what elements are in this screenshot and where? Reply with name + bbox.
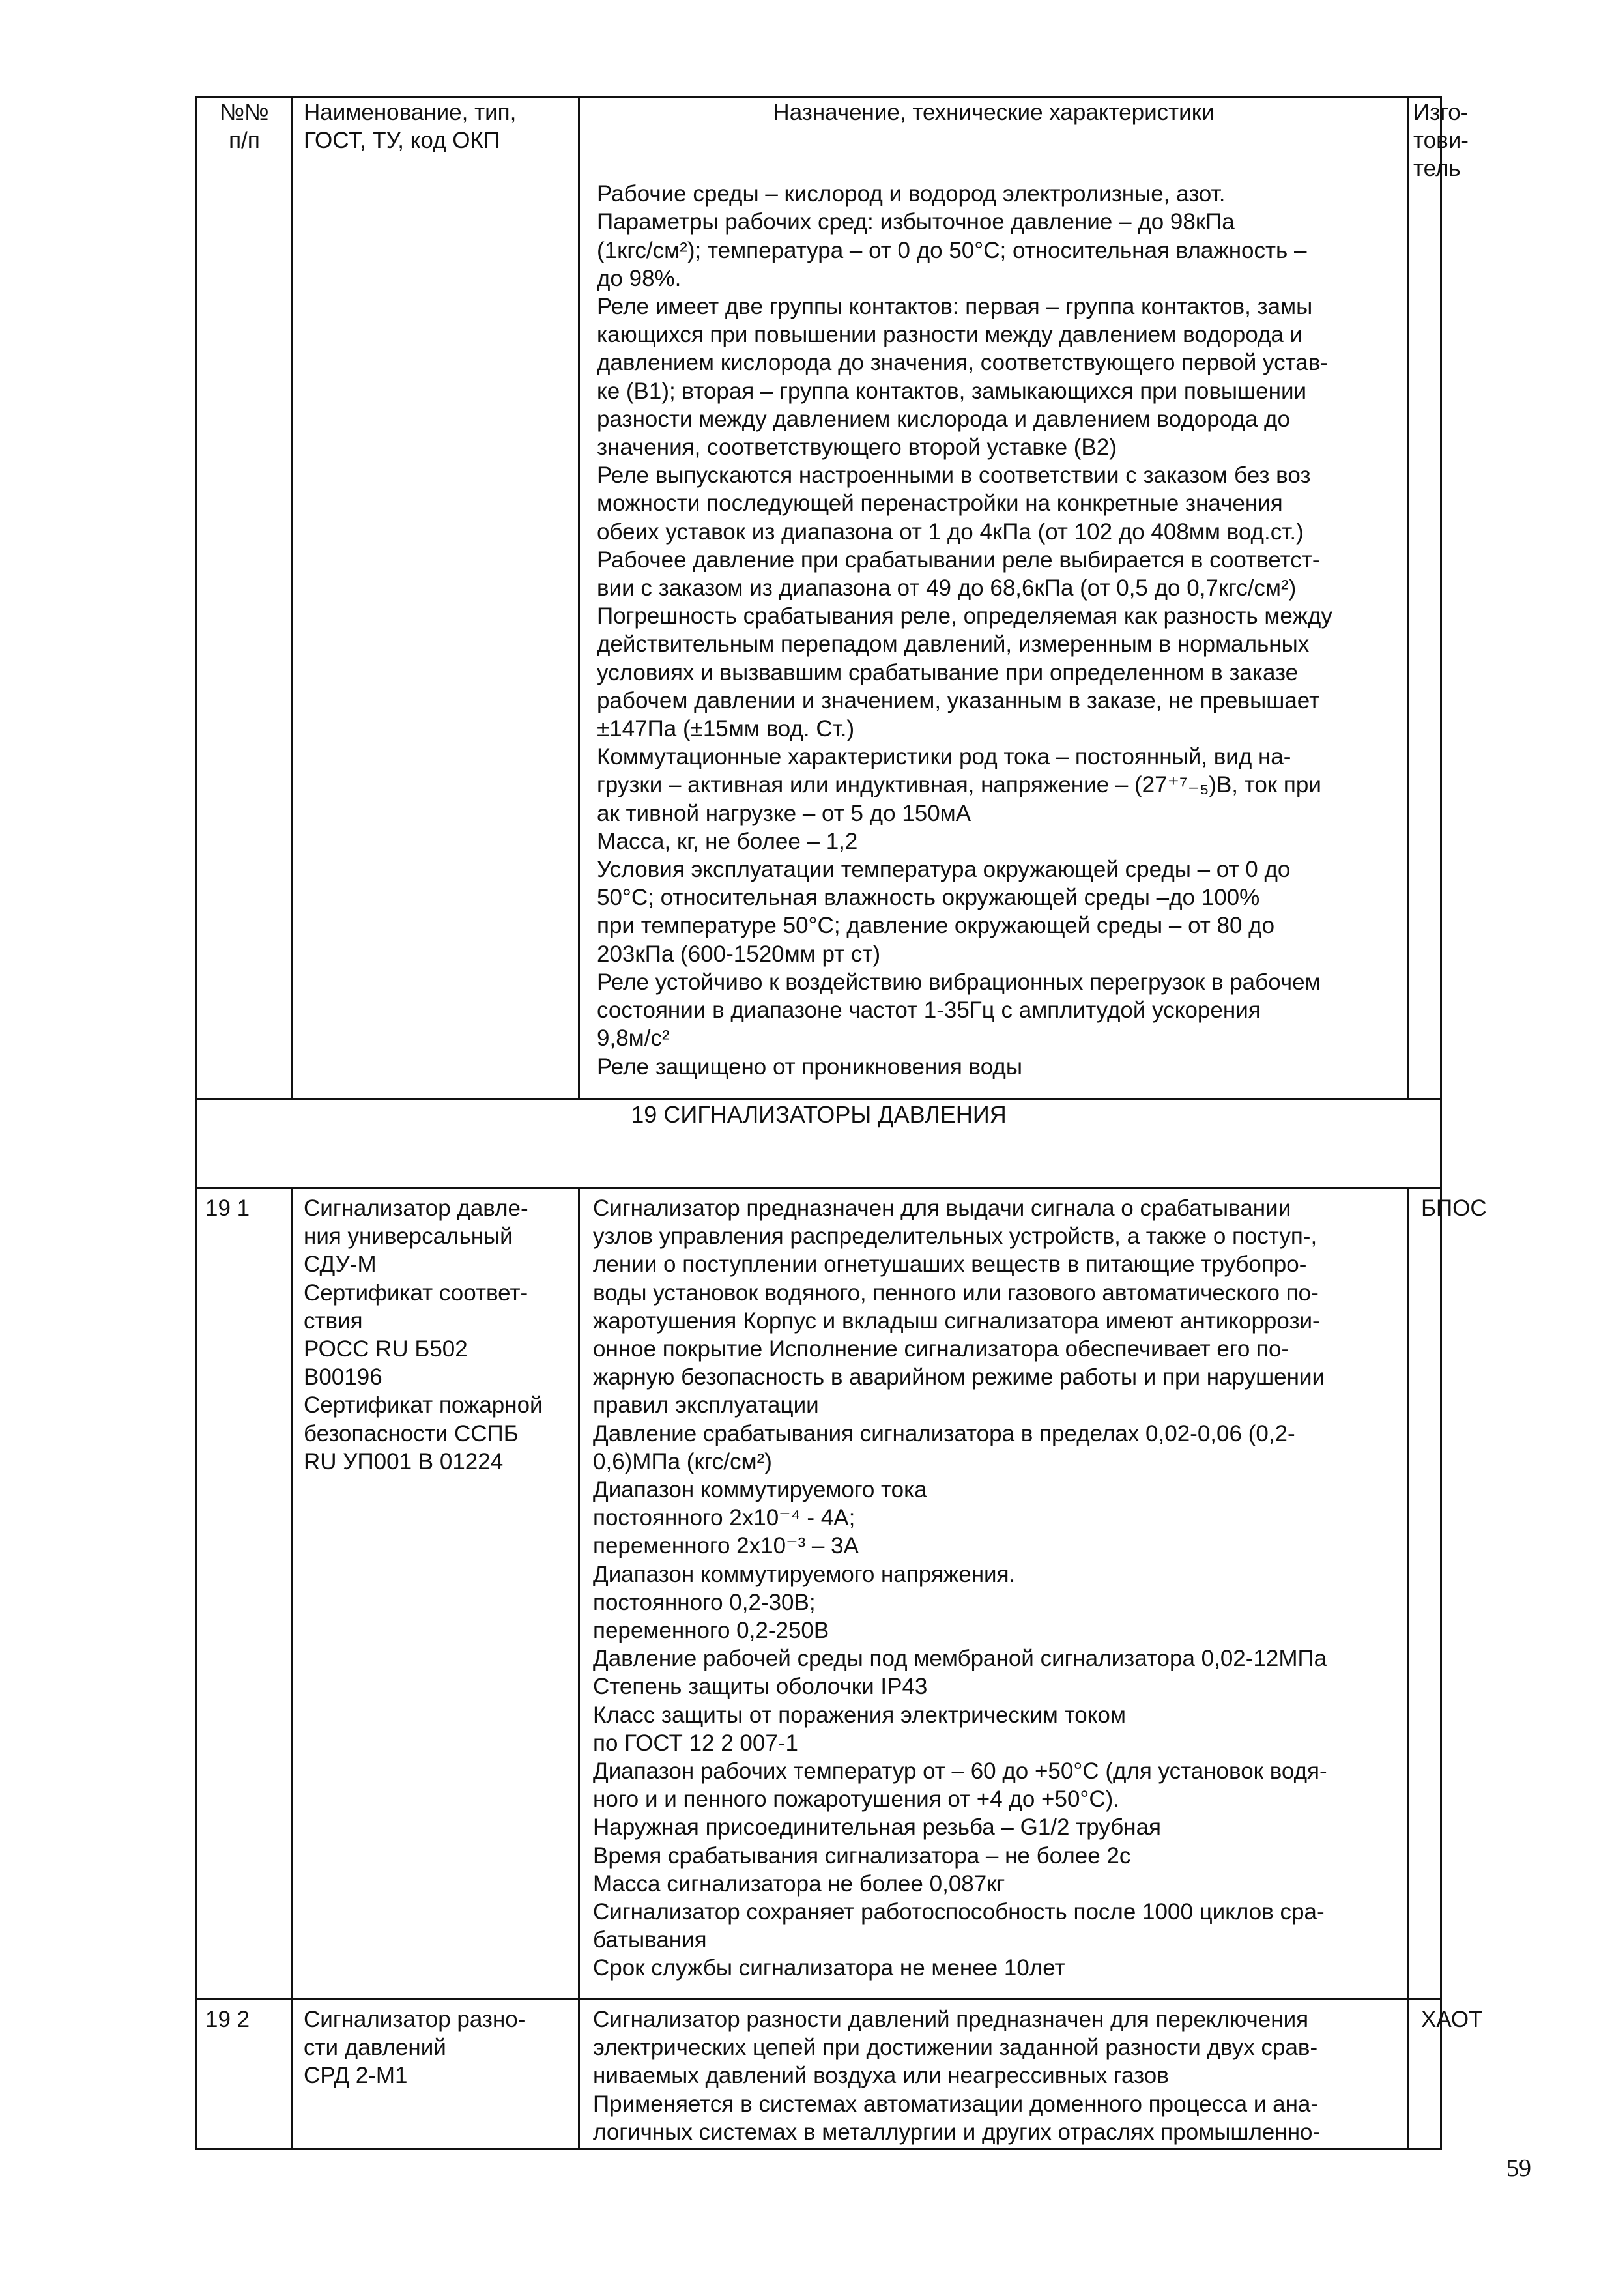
text-line: Класс защиты от поражения электрическим током	[593, 1702, 1126, 1728]
text-line: Диапазон коммутируемого напряжения.	[593, 1561, 1016, 1587]
text-line: 9,8м/с²	[597, 1026, 670, 1052]
text-line: Условия эксплуатации температура окружающей среды – от 0 до	[597, 857, 1291, 883]
text-line: по ГОСТ 12 2 007-1	[593, 1730, 798, 1756]
text-line: Применяется в системах автоматизации доменного процесса и ана-	[593, 2091, 1319, 2117]
manufacturer-text: БПОС	[1421, 1196, 1487, 1221]
row-purpose	[579, 1188, 1409, 2000]
text-line: Срок службы сигнализатора не менее 10лет	[593, 1955, 1065, 1981]
text-line: правил эксплуатации	[593, 1392, 819, 1418]
text-line: RU УП001 В 01224	[304, 1448, 504, 1474]
text-line: Диапазон коммутируемого тока	[593, 1477, 927, 1503]
row-manufacturer	[1409, 2000, 1483, 2149]
text-line: вии с заказом из диапазона от 49 до 68,6кПа (от 0,5 до 0,7кгс/см²)	[597, 575, 1297, 601]
text-line: Реле устойчиво к воздействию вибрационных перегрузок в рабочем	[597, 969, 1321, 995]
text-line: Степень защиты оболочки IP43	[593, 1674, 928, 1700]
table-header-row	[197, 98, 1441, 1100]
header-purpose-cell	[579, 98, 1409, 1100]
text-line: Сигнализатор давле-	[304, 1196, 528, 1221]
text-line: ке (В1); вторая – группа контактов, замыкающихся при повышении	[597, 378, 1307, 404]
text-line: воды установок водяного, пенного или газового автоматического по-	[593, 1280, 1319, 1306]
text-line: можности последующей перенастройки на конкретные значения	[597, 491, 1283, 517]
text-line: Наружная присоединительная резьба – G1/2 трубная	[593, 1815, 1161, 1841]
text-line: жарную безопасность в аварийном режиме работы и при нарушении	[593, 1364, 1325, 1390]
text-line: Реле выпускаются настроенными в соответствии с заказом без воз	[597, 463, 1311, 489]
header-num: №№ п/п	[220, 100, 269, 154]
text-line: давлением кислорода до значения, соответствующего первой устав-	[597, 350, 1328, 376]
header-name-cell	[293, 98, 579, 1100]
text-line: Масса сигнализатора не более 0,087кг	[593, 1871, 1005, 1897]
text-line: 50°С; относительная влажность окружающей среды –до 100%	[597, 885, 1260, 911]
section-row	[197, 1100, 1441, 1188]
text-line: батывания	[593, 1927, 707, 1953]
text-line: постоянного 2х10⁻⁴ - 4А;	[593, 1505, 856, 1531]
text-line: переменного 2х10⁻³ – 3А	[593, 1533, 859, 1559]
text-line: Масса, кг, не более – 1,2	[597, 828, 858, 854]
text-line: Диапазон рабочих температур от – 60 до +50°С (для установок водя-	[593, 1758, 1327, 1785]
text-line: Параметры рабочих сред: избыточное давление – до 98кПа	[597, 209, 1235, 235]
text-line: сти давлений	[304, 2035, 446, 2061]
row-manufacturer	[1409, 1188, 1487, 2000]
text-line: В00196	[304, 1364, 382, 1390]
text-line: Сигнализатор предназначен для выдачи сигнала о срабатывании	[593, 1196, 1291, 1221]
header-manufacturer-cell	[1409, 98, 1469, 1100]
continued-purpose-text	[597, 180, 1407, 1081]
text-line: жаротушения Корпус и вкладыш сигнализатора имеют антикоррози-	[593, 1308, 1320, 1334]
text-line: Сигнализатор сохраняет работоспособность после 1000 циклов сра-	[593, 1899, 1325, 1925]
text-line: ниваемых давлений воздуха или неагрессивных газов	[593, 2063, 1169, 2089]
row-num: 19 1	[197, 1188, 293, 2000]
text-line: (1кгс/см²); температура – от 0 до 50°С; относительная влажность –	[597, 237, 1307, 263]
text-line: узлов управления распределительных устройств, а также о поступ-,	[593, 1224, 1317, 1250]
header-num-cell	[197, 98, 293, 1100]
text-line: Сертификат пожарной	[304, 1392, 543, 1418]
text-line: ак тивной нагрузке – от 5 до 150мА	[597, 800, 971, 826]
text-line: Давление рабочей среды под мембраной сигнализатора 0,02-12МПа	[593, 1646, 1327, 1672]
text-line: кающихся при повышении разности между давлением водорода и	[597, 322, 1303, 348]
text-line: Рабочее давление при срабатывании реле выбирается в соответст-	[597, 547, 1320, 573]
text-line: ствия	[304, 1308, 363, 1334]
text-line: онное покрытие Исполнение сигнализатора обеспечивает его по-	[593, 1336, 1289, 1362]
text-line: значения, соответствующего второй уставке (В2)	[597, 435, 1117, 461]
text-line: Давление срабатывания сигнализатора в пределах 0,02-0,06 (0,2-	[593, 1420, 1295, 1446]
text-line: Сигнализатор разно-	[304, 2007, 526, 2032]
section-title-cell	[197, 1100, 1441, 1188]
manufacturer-text: ХАОТ	[1421, 2007, 1483, 2032]
text-line: состоянии в диапазоне частот 1-35Гц с амплитудой ускорения	[597, 997, 1261, 1024]
text-line: до 98%.	[597, 265, 682, 291]
text-line: ного и и пенного пожаротушения от +4 до +50°С).	[593, 1787, 1120, 1813]
text-line: действительным перепадом давлений, измеренным в нормальных	[597, 631, 1310, 657]
header-name: Наименование, тип, ГОСТ, ТУ, код ОКП	[304, 100, 517, 154]
row-purpose	[579, 2000, 1409, 2149]
text-line: лении о поступлении огнетушаших веществ в питающие трубопро-	[593, 1252, 1307, 1278]
text-line: ния универсальный	[304, 1224, 513, 1250]
text-line: разности между давлением кислорода и давлением водорода до	[597, 406, 1290, 432]
text-line: рабочем давлении и значением, указанным в заказе, не превышает	[597, 687, 1320, 713]
text-line: 203кПа (600-1520мм рт ст)	[597, 941, 881, 967]
text-line: РОСС RU Б502	[304, 1336, 468, 1362]
row-num: 19 2	[197, 2000, 293, 2149]
text-line: Погрешность срабатывания реле, определяемая как разность между	[597, 603, 1332, 629]
text-line: грузки – активная или индуктивная, напряжение – (27⁺⁷₋₅)В, ток при	[597, 772, 1321, 798]
text-line: Реле имеет две группы контактов: первая – группа контактов, замы	[597, 294, 1313, 320]
row-name	[293, 2000, 579, 2149]
text-line: СДУ-М	[304, 1252, 377, 1278]
text-line: ±147Па (±15мм вод. Ст.)	[597, 716, 855, 742]
row-name	[293, 1188, 579, 2000]
text-line: Реле защищено от проникновения воды	[597, 1054, 1022, 1080]
page-number: 59	[1506, 2155, 1531, 2182]
section-title: 19 СИГНАЛИЗАТОРЫ ДАВЛЕНИЯ	[631, 1101, 1007, 1128]
text-line: 0,6)МПа (кгс/см²)	[593, 1448, 772, 1474]
text-line: постоянного 0,2-30В;	[593, 1589, 816, 1615]
text-line: Коммутационные характеристики род тока – постоянный, вид на-	[597, 744, 1291, 770]
text-line: при температуре 50°С; давление окружающей среды – от 80 до	[597, 913, 1275, 939]
text-line: СРД 2-М1	[304, 2063, 408, 2089]
text-line: безопасности ССПБ	[304, 1420, 519, 1446]
text-line: Рабочие среды – кислород и водород электролизные, азот.	[597, 181, 1226, 207]
table-row	[197, 1188, 1441, 2000]
header-manufacturer: Изго-тови-тель	[1413, 100, 1469, 182]
table-row	[197, 2000, 1441, 2149]
text-line: Время срабатывания сигнализатора – не более 2с	[593, 1843, 1131, 1869]
text-line: логичных системах в металлургии и других отраслях промышленно-	[593, 2119, 1321, 2145]
text-line: условиях и вызвавшим срабатывание при определенном в заказе	[597, 659, 1299, 685]
equipment-table	[195, 96, 1487, 2150]
text-line: Сертификат соответ-	[304, 1280, 528, 1306]
text-line: переменного 0,2-250В	[593, 1618, 829, 1644]
header-purpose: Назначение, технические характеристики	[773, 100, 1215, 125]
text-line: Сигнализатор разности давлений предназначен для переключения	[593, 2007, 1309, 2032]
text-line: обеих уставок из диапазона от 1 до 4кПа (от 102 до 408мм вод.ст.)	[597, 519, 1304, 545]
text-line: электрических цепей при достижении заданной разности двух срав-	[593, 2035, 1318, 2061]
